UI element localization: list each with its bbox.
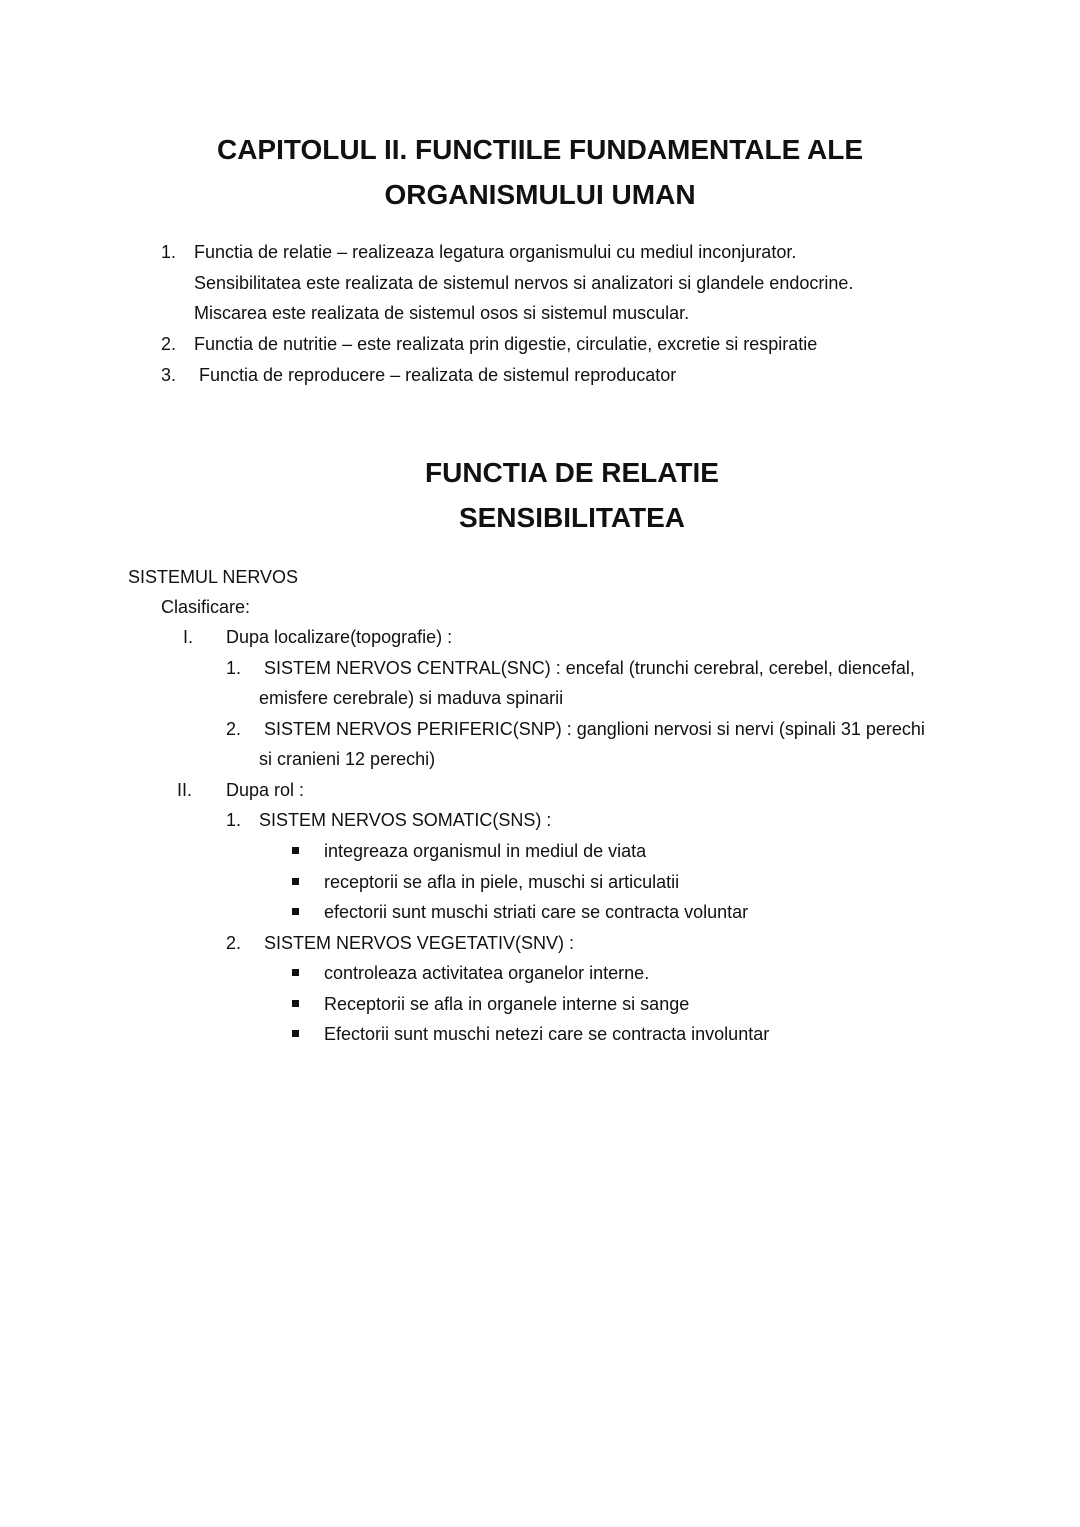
- list-item-text: Sensibilitatea este realizata de sistemul nervos si analizatori si glandele endocrine.: [194, 273, 854, 293]
- bullet-text: efectorii sunt muschi striati care se contracta voluntar: [324, 902, 749, 922]
- list-number: 3.: [161, 365, 177, 385]
- bullet-text: receptorii se afla in piele, muschi si articulatii: [324, 872, 680, 892]
- list-item-text: SISTEM NERVOS SOMATIC(SNS) :: [259, 810, 552, 830]
- group-label: Dupa localizare(topografie) :: [226, 627, 453, 647]
- list-item-text: si cranieni 12 perechi): [259, 749, 436, 769]
- bullet-icon: [292, 1000, 299, 1007]
- bullet-text: integreaza organismul in mediul de viata: [324, 841, 647, 861]
- bullet-icon: [292, 847, 299, 854]
- bullet-icon: [292, 1030, 299, 1037]
- list-number: 1.: [226, 658, 242, 678]
- section-title-line-1: FUNCTIA DE RELATIE: [425, 457, 719, 488]
- list-number: 2.: [226, 933, 242, 953]
- bullet-text: Efectorii sunt muschi netezi care se contracta involuntar: [324, 1024, 770, 1044]
- list-item-text: Functia de reproducere – realizata de sistemul reproducator: [199, 365, 677, 385]
- bullet-icon: [292, 878, 299, 885]
- list-item-text: SISTEM NERVOS PERIFERIC(SNP) : ganglioni nervosi si nervi (spinali 31 perechi: [264, 719, 925, 739]
- list-item-text: emisfere cerebrale) si maduva spinarii: [259, 688, 564, 708]
- list-number: 1.: [161, 242, 177, 262]
- chapter-title-line-1: CAPITOLUL II. FUNCTIILE FUNDAMENTALE ALE: [216, 134, 864, 165]
- roman-numeral: I.: [183, 627, 194, 647]
- section-title-line-2: SENSIBILITATEA: [458, 502, 686, 533]
- roman-numeral: II.: [177, 780, 193, 800]
- list-number: 2.: [161, 334, 177, 354]
- bullet-text: Receptorii se afla in organele interne si sange: [324, 994, 690, 1014]
- classification-label: Clasificare:: [161, 597, 251, 617]
- list-item-text: Functia de relatie – realizeaza legatura organismului cu mediul inconjurator.: [194, 242, 797, 262]
- list-item-text: SISTEM NERVOS CENTRAL(SNC) : encefal (trunchi cerebral, cerebel, diencefal,: [264, 658, 915, 678]
- list-number: 1.: [226, 810, 242, 830]
- bullet-text: controleaza activitatea organelor interne.: [324, 963, 650, 983]
- list-item-text: Miscarea este realizata de sistemul osos si sistemul muscular.: [194, 303, 690, 323]
- list-item-text: SISTEM NERVOS VEGETATIV(SNV) :: [264, 933, 575, 953]
- subsection-heading: SISTEMUL NERVOS: [128, 567, 299, 587]
- chapter-title-line-2: ORGANISMULUI UMAN: [384, 179, 696, 210]
- bullet-icon: [292, 908, 299, 915]
- bullet-icon: [292, 969, 299, 976]
- group-label: Dupa rol :: [226, 780, 305, 800]
- list-number: 2.: [226, 719, 242, 739]
- list-item-text: Functia de nutritie – este realizata prin digestie, circulatie, excretie si respiratie: [194, 334, 818, 354]
